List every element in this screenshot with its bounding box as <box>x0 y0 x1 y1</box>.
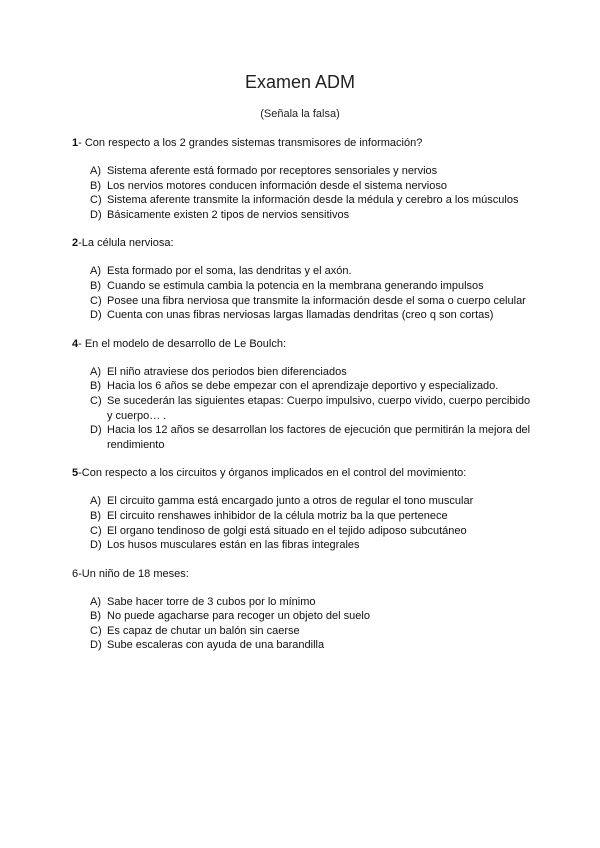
option-letter: D) <box>90 639 102 652</box>
question-text: -La célula nerviosa: <box>78 237 174 250</box>
option-text: El circuito renshawes inhibidor de la célula motriz ba la que pertenece <box>107 509 448 522</box>
option-letter: A) <box>90 365 101 378</box>
answer-option-a <box>72 494 532 509</box>
option-text: Posee una fibra nerviosa que transmite la información desde el soma o cuerpo celular <box>107 294 526 307</box>
answer-option-d <box>72 423 532 452</box>
answer-option-a <box>72 595 532 610</box>
option-letter: A) <box>90 265 101 278</box>
question-prompt <box>72 136 532 150</box>
answer-options <box>72 264 532 322</box>
option-letter: D) <box>90 424 102 437</box>
option-letter: B) <box>90 610 101 623</box>
answer-option-b <box>72 509 532 524</box>
answer-options <box>72 164 532 222</box>
document-title: Examen ADM <box>244 72 356 92</box>
question-text: - Con respecto a los 2 grandes sistemas transmisores de información? <box>78 137 423 149</box>
option-text: Hacia los 6 años se debe empezar con el aprendizaje deportivo y especializado. <box>107 380 499 393</box>
answer-option-a <box>72 164 532 179</box>
option-text: El circuito gamma está encargado junto a otros de regular el tono muscular <box>107 495 474 508</box>
option-text: Los nervios motores conducen información desde el sistema nervioso <box>107 179 447 192</box>
answer-option-d <box>72 538 532 553</box>
option-text: Se sucederán las siguientes etapas: Cuerpo impulsivo, cuerpo vivido, cuerpo percibido y cuerpo… . <box>107 394 531 422</box>
option-text: El niño atraviese dos periodos bien diferenciados <box>107 365 347 378</box>
question-prompt <box>72 567 532 581</box>
option-text: Es capaz de chutar un balón sin caerse <box>107 624 300 637</box>
question-text: 6-Un niño de 18 meses: <box>72 567 189 580</box>
question-5 <box>72 466 532 552</box>
option-text: Sube escaleras con ayuda de una barandilla <box>107 639 325 652</box>
answer-option-c <box>72 394 532 423</box>
answer-option-d <box>72 308 532 323</box>
question-prompt <box>72 337 532 351</box>
answer-option-b <box>72 279 532 294</box>
question-text: - En el modelo de desarrollo de Le Boulch: <box>78 337 287 350</box>
answer-options <box>72 595 532 653</box>
question-prompt <box>72 466 532 480</box>
option-letter: A) <box>90 495 101 508</box>
answer-option-c <box>72 294 532 309</box>
option-letter: A) <box>90 595 101 608</box>
option-letter: B) <box>90 380 101 393</box>
answer-option-c <box>72 624 532 639</box>
option-letter: D) <box>90 208 102 221</box>
question-1 <box>72 136 532 222</box>
option-text: Sistema aferente está formado por receptores sensoriales y nervios <box>107 165 438 177</box>
option-letter: B) <box>90 179 101 192</box>
question-prompt <box>72 236 532 250</box>
option-letter: B) <box>90 279 101 292</box>
option-text: Esta formado por el soma, las dendritas y el axón. <box>107 265 352 278</box>
option-letter: C) <box>90 524 102 537</box>
option-letter: C) <box>90 394 102 407</box>
question-4 <box>72 337 532 453</box>
answer-option-a <box>72 264 532 279</box>
option-text: Sistema aferente transmite la información desde la médula y cerebro a los músculos <box>107 194 519 207</box>
option-letter: D) <box>90 539 102 552</box>
answer-option-b <box>72 609 532 624</box>
option-letter: C) <box>90 624 102 637</box>
question-number: 1 <box>72 137 79 149</box>
question-number: 5 <box>72 467 79 480</box>
question-6 <box>72 567 532 653</box>
option-text: Cuando se estimula cambia la potencia en la membrana generando impulsos <box>107 279 484 292</box>
option-letter: C) <box>90 294 102 307</box>
option-text: Hacia los 12 años se desarrollan los factores de ejecución que permitirán la mejora del rendimiento <box>107 424 531 451</box>
answer-options <box>72 365 532 453</box>
question-2 <box>72 236 532 322</box>
option-text: No puede agacharse para recoger un objeto del suelo <box>107 610 370 623</box>
document-subtitle: (Señala la falsa) <box>260 108 340 120</box>
answer-option-c <box>72 524 532 539</box>
option-letter: C) <box>90 194 102 207</box>
option-text: Los husos musculares están en las fibras integrales <box>107 539 360 552</box>
option-text: Cuenta con unas fibras nerviosas largas llamadas dendritas (creo q son cortas) <box>107 309 494 322</box>
answer-option-a <box>72 365 532 380</box>
answer-options <box>72 494 532 552</box>
question-list <box>72 136 532 667</box>
option-text: El organo tendinoso de golgi está situado en el tejido adiposo subcutáneo <box>107 524 467 537</box>
question-text: -Con respecto a los circuitos y órganos implicados en el control del movimiento: <box>78 467 467 480</box>
question-number: 4 <box>72 337 79 350</box>
option-letter: A) <box>90 165 101 177</box>
question-number: 2 <box>72 237 79 250</box>
option-letter: D) <box>90 309 102 322</box>
option-letter: B) <box>90 509 101 522</box>
option-text: Básicamente existen 2 tipos de nervios sensitivos <box>107 208 350 221</box>
answer-option-d <box>72 638 532 653</box>
answer-option-c <box>72 193 532 208</box>
answer-option-b <box>72 379 532 394</box>
option-text: Sabe hacer torre de 3 cubos por lo mínimo <box>107 595 316 608</box>
answer-option-d <box>72 208 532 223</box>
answer-option-b <box>72 179 532 194</box>
